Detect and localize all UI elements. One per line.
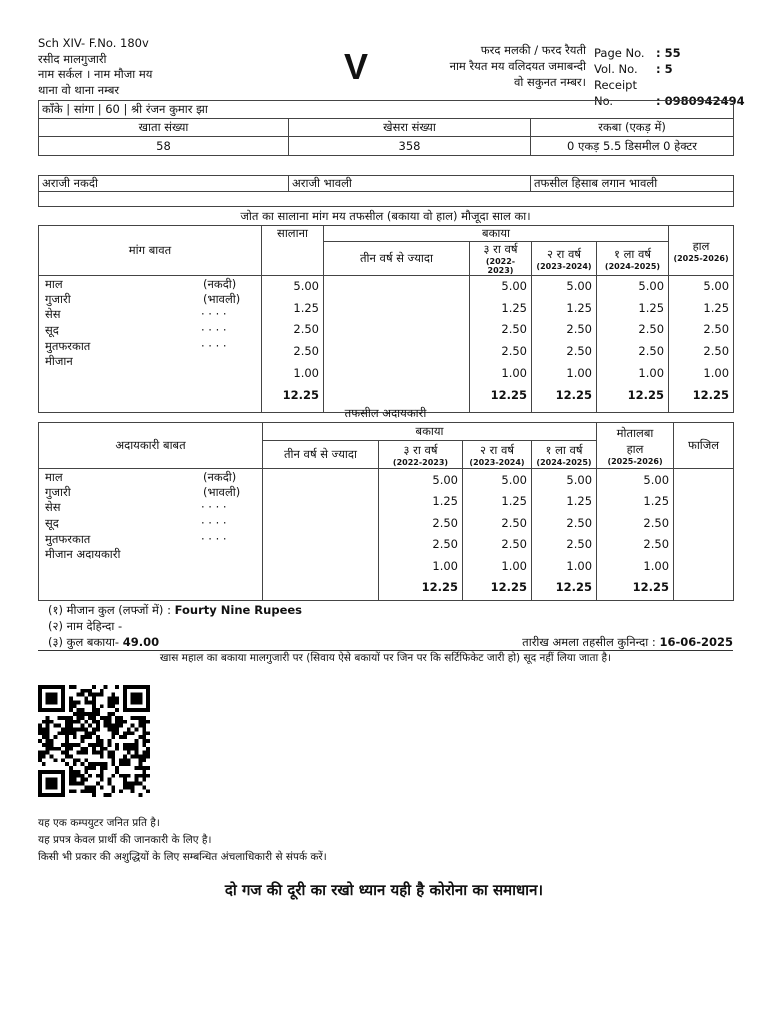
- khesra-value: 358: [289, 137, 531, 156]
- payment-cell: [674, 469, 733, 491]
- form-letter: V: [344, 46, 369, 87]
- demand-label-ses: सेस: [45, 307, 61, 321]
- vol-no-value: : 5: [656, 62, 673, 76]
- payment-cell: 2.50: [432, 537, 458, 551]
- date-line: [522, 635, 733, 650]
- demand-label-mutfarkat: मुतफरकात: [45, 339, 91, 353]
- khata-header: खाता संख्या: [39, 119, 289, 137]
- demand-cell: 1.25: [703, 301, 730, 315]
- demand-y2-label: २ रा वर्ष: [546, 246, 581, 261]
- payment-y1-label: १ ला वर्ष: [545, 442, 583, 457]
- demand-label-mal-sub: (नकदी): [203, 277, 237, 291]
- payment-cell: 1.25: [643, 494, 670, 508]
- demand-label-ses-dots: · · · ·: [201, 307, 227, 321]
- payment-label-gujari-sub: (भावली): [203, 485, 241, 499]
- demand-cell: 2.50: [501, 322, 527, 336]
- payment-cell: [263, 469, 378, 491]
- demand-y1-col: [597, 276, 669, 413]
- demand-label-mutfarkat-dots: · · · ·: [201, 339, 227, 353]
- payment-cell: 2.50: [501, 516, 527, 530]
- araji-empty-row: [39, 192, 734, 207]
- total-label: (३) कुल बकाया-: [48, 635, 120, 649]
- form-number: Sch XIV- F.No. 180v: [38, 36, 149, 50]
- payment-cell: [263, 534, 378, 555]
- slogan: दो गज की दूरी का रखो ध्यान यही है कोरोना का समाधान।: [224, 881, 544, 899]
- payment-cell: 1.25: [566, 494, 593, 508]
- notes: [38, 815, 327, 866]
- payment-arrear-header: बकाया: [263, 423, 597, 441]
- payment-cell: 2.50: [432, 516, 458, 530]
- raiyat-label: नाम रैयत मय वलिदयत जमाबन्दी: [449, 59, 586, 73]
- demand-cell: [324, 384, 469, 406]
- payment-cell: [263, 512, 378, 534]
- note-info-only: यह प्रपत्र केवल प्रार्थी की जानकारी के लिए है।: [38, 834, 212, 846]
- payment-item-header: अदायकारी बाबत: [39, 423, 263, 469]
- thana-label: थाना वो थाना नम्बर: [38, 82, 120, 97]
- demand-cell: 5.00: [293, 279, 319, 293]
- demand-annual-col: [262, 276, 324, 413]
- payment-y2-col: [463, 469, 532, 601]
- payment-labels-cell: [39, 469, 263, 601]
- payment-hal-col: [597, 469, 674, 601]
- payment-cell: [674, 491, 733, 512]
- payment-cell: [263, 491, 378, 512]
- payment-y2-year: (2023-2024): [469, 457, 525, 467]
- receipt-no-value: : 0980942494: [656, 94, 745, 108]
- demand-cell: 1.25: [638, 301, 665, 315]
- page-no-label: Page No.: [594, 46, 645, 60]
- footer-note: खास महाल का बकाया मालगुजारी पर (सिवाय ऐसे बकायों पर जिन पर कि सर्टिफिकेट जारी हो) सूद नहीं लिया जाता है।: [159, 652, 612, 664]
- total-line: [48, 635, 159, 650]
- khata-value: 58: [39, 137, 289, 156]
- demand-y3-col: [470, 276, 532, 413]
- payment-more3-header: तीन वर्ष से ज्यादा: [263, 441, 379, 469]
- payment-cell: 1.00: [566, 559, 593, 573]
- demand-current-year: (2025-2026): [673, 253, 729, 263]
- demand-cell: 2.50: [566, 344, 592, 358]
- payment-cell: 12.25: [632, 580, 670, 594]
- owner-line: कॉंके | सांगा | 60 | श्री रंजन कुमार झा: [39, 101, 734, 119]
- date-label: तारीख अमला तहसील कुनिन्दा :: [522, 635, 656, 649]
- demand-y3-year: (2022-2023): [485, 257, 516, 275]
- payment-fazil-header: फाजिल: [674, 423, 734, 469]
- payment-cell: [263, 555, 378, 577]
- payment-hal-label: हाल: [626, 442, 644, 457]
- payment-cell: 2.50: [643, 537, 670, 551]
- demand-y2-year: (2023-2024): [536, 261, 592, 271]
- sakunat-label: वो सकुनत नम्बर।: [514, 75, 586, 89]
- payment-table: [38, 422, 734, 601]
- header-left: [38, 36, 152, 98]
- demand-label-mal: माल: [45, 277, 63, 291]
- demand-label-sud-dots: · · · ·: [201, 323, 227, 337]
- araji-nakdi: अराजी नकदी: [39, 176, 289, 192]
- araji-table: [38, 175, 734, 207]
- payment-label-mal: माल: [45, 470, 63, 484]
- receipt-type: रसीद मालगुजारी: [38, 51, 107, 66]
- payment-cell: 2.50: [566, 516, 593, 530]
- demand-item-header: मांग बावत: [39, 226, 262, 276]
- demand-cell: 12.25: [692, 388, 730, 402]
- payment-y3-header: [379, 441, 463, 469]
- payment-cell: [674, 534, 733, 555]
- demand-cell: 12.25: [282, 388, 319, 402]
- demand-cell: 1.25: [566, 301, 592, 315]
- payment-cell: 2.50: [566, 537, 593, 551]
- payment-title: तफसील अदायकारी: [344, 406, 427, 420]
- payment-cell: 5.00: [643, 473, 670, 487]
- payment-y3-year: (2022-2023): [392, 457, 449, 467]
- demand-current-label: हाल: [692, 238, 710, 253]
- payment-cell: 1.00: [643, 559, 670, 573]
- page-no-value: : 55: [656, 46, 681, 60]
- demand-label-gujari: गुजारी: [45, 292, 71, 306]
- demand-cell: [324, 297, 469, 319]
- qr-code-icon: [38, 685, 150, 797]
- payer-name-line: (२) नाम देहिन्दा -: [48, 619, 123, 633]
- tafsil-label: तफसील हिसाब लगान भावली: [531, 176, 734, 192]
- demand-y3-header: [470, 242, 532, 276]
- demand-cell: [324, 362, 469, 384]
- payment-label-mizan: मीजान अदायकारी: [45, 547, 121, 561]
- land-table: [38, 100, 734, 156]
- payment-y1-header: [532, 441, 597, 469]
- receipt-no-label: Receipt No.: [594, 78, 637, 108]
- payment-y3-label: ३ रा वर्ष: [403, 442, 438, 457]
- demand-current-col: [669, 276, 734, 413]
- demand-cell: 5.00: [501, 279, 527, 293]
- demand-cell: 1.00: [501, 366, 527, 380]
- payment-cell: 2.50: [643, 516, 670, 530]
- payment-cell: 1.00: [501, 559, 527, 573]
- payment-y1-year: (2024-2025): [536, 457, 592, 467]
- khesra-header: खेसरा संख्या: [289, 119, 531, 137]
- demand-cell: 5.00: [566, 279, 592, 293]
- words-label: (१) मीजान कुल (लफ्जों में) :: [48, 603, 171, 617]
- demand-cell: 1.00: [566, 366, 592, 380]
- payment-cell: 1.25: [432, 494, 458, 508]
- demand-current-header: [669, 226, 734, 276]
- demand-cell: 2.50: [566, 322, 592, 336]
- demand-cell: 5.00: [638, 279, 665, 293]
- demand-arrear-header: बकाया: [324, 226, 669, 242]
- words-line: [48, 603, 302, 618]
- demand-cell: 2.50: [638, 322, 665, 336]
- demand-cell: 2.50: [293, 322, 319, 336]
- demand-y2-col: [532, 276, 597, 413]
- demand-cell: 12.25: [490, 388, 527, 402]
- payment-cell: 1.00: [432, 559, 458, 573]
- demand-annual-header: सालाना: [262, 226, 324, 276]
- demand-label-gujari-sub: (भावली): [203, 292, 241, 306]
- demand-title: जोत का सालाना मांग मय तफसील (बकाया वो हाल) मौजूदा साल का।: [240, 209, 531, 223]
- date-value: 16-06-2025: [659, 635, 733, 649]
- demand-cell: 1.25: [293, 301, 319, 315]
- circle-label: नाम सर्कल । नाम मौजा मय: [38, 67, 153, 81]
- demand-cell: [324, 276, 469, 297]
- demand-cell: [324, 319, 469, 340]
- note-contact: किसी भी प्रकार की अशुद्धियों के लिए सम्बन्धित अंचलाधिकारी से संपर्क करें।: [38, 851, 327, 863]
- demand-y1-header: [597, 242, 669, 276]
- demand-more3-header: तीन वर्ष से ज्यादा: [324, 242, 470, 276]
- payment-y1-col: [532, 469, 597, 601]
- demand-y1-label: १ ला वर्ष: [613, 246, 652, 261]
- rakba-value: 0 एकड़ 5.5 डिसमील 0 हेक्टर: [531, 137, 734, 156]
- demand-cell: 1.00: [703, 366, 730, 380]
- payment-label-mutfarkat: मुतफरकात: [45, 532, 91, 546]
- payment-cell: 12.25: [555, 580, 593, 594]
- words-value: Fourty Nine Rupees: [174, 603, 303, 617]
- demand-label-mizan: मीजान: [45, 354, 73, 368]
- demand-y3-label: ३ रा वर्ष: [483, 242, 518, 256]
- payment-hal-year: (2025-2026): [607, 457, 663, 467]
- payment-cell: 5.00: [501, 473, 527, 487]
- demand-y2-header: [532, 242, 597, 276]
- demand-cell: 12.25: [555, 388, 592, 402]
- demand-table: [38, 225, 734, 413]
- demand-cell: 1.25: [501, 301, 527, 315]
- payment-y2-label: २ रा वर्ष: [479, 442, 514, 457]
- payment-fazil-col: [674, 469, 734, 601]
- demand-cell: 2.50: [293, 344, 319, 358]
- demand-cell: 1.00: [638, 366, 665, 380]
- demand-cell: 12.25: [627, 388, 665, 402]
- demand-cell: [324, 340, 469, 362]
- demand-cell: 2.50: [638, 344, 665, 358]
- payment-cell: [674, 577, 733, 598]
- vol-no-label: Vol. No.: [594, 62, 638, 76]
- araji-bhavli: अराजी भावली: [289, 176, 531, 192]
- payment-hal-header: [597, 441, 674, 469]
- payment-label-ses-dots: · · · ·: [201, 500, 227, 514]
- payment-more3-col: [263, 469, 379, 601]
- payment-cell: 5.00: [432, 473, 458, 487]
- payment-cell: 5.00: [566, 473, 593, 487]
- payment-cell: [674, 512, 733, 534]
- payment-cell: 12.25: [490, 580, 527, 594]
- payment-label-gujari: गुजारी: [45, 485, 71, 499]
- header-mid: [408, 42, 586, 90]
- demand-cell: 2.50: [703, 344, 730, 358]
- payment-y2-header: [463, 441, 532, 469]
- demand-labels-cell: [39, 276, 262, 413]
- payment-cell: [674, 555, 733, 577]
- payment-cell: 1.25: [501, 494, 527, 508]
- payment-label-mutfarkat-dots: · · · ·: [201, 532, 227, 546]
- payment-motalba-header: मोतालबा: [597, 423, 674, 441]
- demand-more3-col: [324, 276, 470, 413]
- demand-y1-year: (2024-2025): [604, 261, 661, 271]
- demand-cell: 1.00: [293, 366, 319, 380]
- payment-label-ses: सेस: [45, 500, 61, 514]
- payment-label-mal-sub: (नकदी): [203, 470, 237, 484]
- note-computer-generated: यह एक कम्पयुटर जनित प्रति है।: [38, 817, 160, 829]
- payment-cell: 2.50: [501, 537, 527, 551]
- demand-cell: 5.00: [703, 279, 730, 293]
- rakba-header: रकबा (एकड़ में): [531, 119, 734, 137]
- total-value: 49.00: [122, 635, 160, 649]
- payment-cell: [263, 577, 378, 598]
- payment-label-sud-dots: · · · ·: [201, 516, 227, 530]
- payment-label-sud: सूद: [45, 516, 59, 530]
- demand-label-sud: सूद: [45, 323, 59, 337]
- demand-cell: 2.50: [703, 322, 730, 336]
- payment-cell: 12.25: [421, 580, 458, 594]
- payment-y3-col: [379, 469, 463, 601]
- demand-cell: 2.50: [501, 344, 527, 358]
- fard-label: फरद मलकी / फरद रैयती: [480, 43, 586, 57]
